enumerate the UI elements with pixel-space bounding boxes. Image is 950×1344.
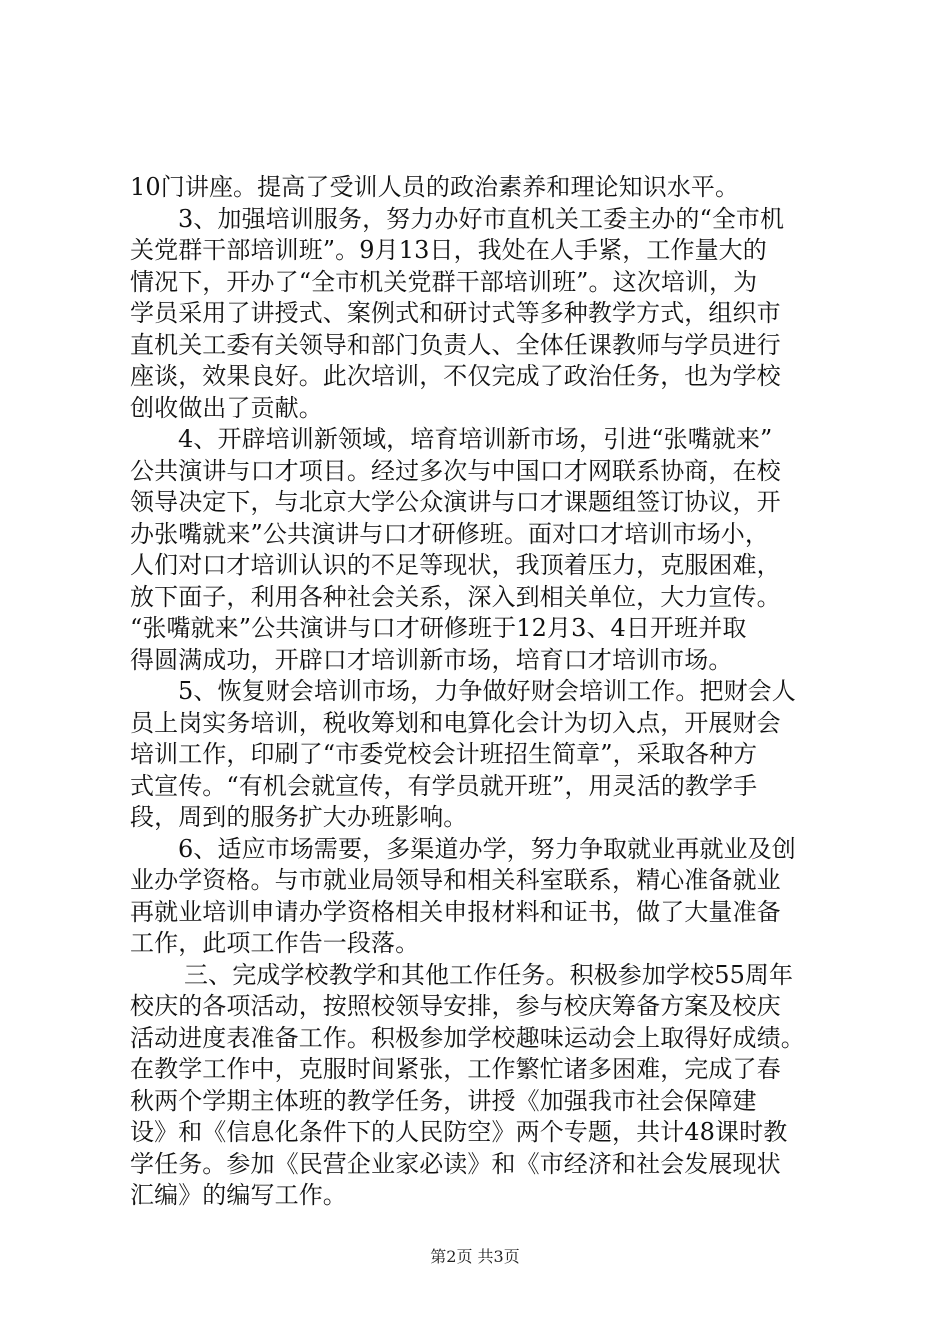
text-line: 三、完成学校教学和其他工作任务。积极参加学校55周年 [184, 960, 794, 989]
text-line: 再就业培训申请办学资格相关申报材料和证书，做了大量准备 [130, 897, 781, 926]
text-line: 学员采用了讲授式、案例式和研讨式等多种教学方式，组织市 [130, 299, 781, 327]
text-line: 秋两个学期主体班的教学任务，讲授《加强我市社会保障建 [130, 1086, 757, 1115]
text-line: 活动进度表准备工作。积极参加学校趣味运动会上取得好成绩。 [130, 1023, 805, 1052]
text-line: 关党群干部培训班”。9月13日，我处在人手紧，工作量大的 [130, 236, 767, 264]
text-line: 段，周到的服务扩大办班影响。 [130, 803, 468, 831]
text-line: 直机关工委有关领导和部门负责人、全体任课教师与学员进行 [130, 330, 781, 359]
text-line: “张嘴就来”公共演讲与口才研修班于12月3、4日开班并取 [130, 614, 747, 642]
text-line: 式宣传。“有机会就宣传，有学员就开班”，用灵活的教学手 [130, 771, 758, 800]
text-line: 情况下，开办了“全市机关党群干部培训班”。这次培训，为 [130, 267, 758, 296]
text-line: 业办学资格。与市就业局领导和相关科室联系，精心准备就业 [130, 866, 781, 894]
text-line: 员上岗实务培训，税收筹划和电算化会计为切入点，开展财会 [130, 708, 781, 737]
text-line: 5、恢复财会培训市场，力争做好财会培训工作。把财会人 [178, 677, 796, 705]
document-body [130, 172, 865, 1212]
text-line: 公共演讲与口才项目。经过多次与中国口才网联系协商，在校 [130, 456, 781, 485]
text-line: 创收做出了贡献。 [130, 393, 323, 422]
text-line: 学任务。参加《民营企业家必读》和《市经济和社会发展现状 [130, 1149, 781, 1178]
page-number-footer: 第2页 共3页 [430, 1247, 520, 1266]
text-line: 放下面子，利用各种社会关系，深入到相关单位，大力宣传。 [130, 582, 781, 611]
text-line: 办张嘴就来”公共演讲与口才研修班。面对口才培训市场小， [130, 519, 769, 548]
text-line: 座谈，效果良好。此次培训，不仅完成了政治任务，也为学校 [130, 362, 781, 390]
text-line: 4、开辟培训新领域，培育培训新市场，引进“张嘴就来” [178, 425, 773, 453]
text-line: 人们对口才培训认识的不足等现状，我顶着压力，克服困难， [130, 551, 781, 579]
text-line: 领导决定下，与北京大学公众演讲与口才课题组签订协议，开 [130, 488, 781, 516]
text-line: 6、适应市场需要，多渠道办学，努力争取就业再就业及创 [178, 834, 796, 863]
text-line: 在教学工作中，克服时间紧张，工作繁忙诸多困难，完成了春 [130, 1055, 781, 1083]
text-line: 得圆满成功，开辟口才培训新市场，培育口才培训市场。 [130, 645, 733, 674]
text-line: 培训工作，印刷了“市委党校会计班招生简章”，采取各种方 [130, 740, 758, 768]
text-line: 10门讲座。提高了受训人员的政治素养和理论知识水平。 [130, 173, 740, 201]
text-line: 3、加强培训服务，努力办好市直机关工委主办的“全市机 [178, 204, 785, 233]
text-line: 汇编》的编写工作。 [130, 1181, 347, 1209]
text-line: 设》和《信息化条件下的人民防空》两个专题，共计48课时教 [130, 1118, 788, 1146]
text-line: 工作，此项工作告一段落。 [130, 929, 420, 957]
text-line: 校庆的各项活动，按照校领导安排，参与校庆筹备方案及校庆 [130, 992, 781, 1020]
